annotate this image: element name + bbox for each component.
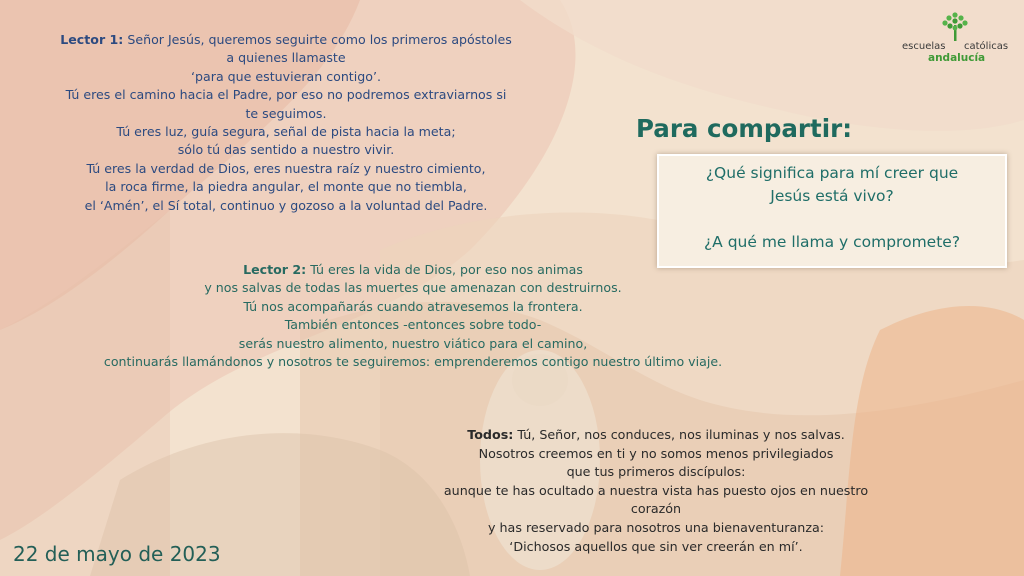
lector2-speaker: Lector 2: bbox=[243, 262, 307, 277]
tree-icon bbox=[940, 11, 970, 41]
logo bbox=[900, 11, 1010, 66]
lector2-line-5: serás nuestro alimento, nuestro viático para el camino, bbox=[238, 335, 588, 351]
lector1-line-4: Tú eres el camino hacia el Padre, por eso no podremos extraviarnos si bbox=[65, 87, 507, 103]
date-label: 22 de mayo de 2023 bbox=[13, 542, 221, 566]
lector1-line-8: Tú eres la verdad de Dios, eres nuestra raíz y nuestro cimiento, bbox=[86, 160, 486, 176]
lector2-line-4: También entonces -entonces sobre todo- bbox=[284, 317, 542, 333]
lector2-line-2: y nos salvas de todas las muertes que amenazan con destruirnos. bbox=[204, 280, 622, 296]
lector1-line-3: ‘para que estuvieran contigo’. bbox=[191, 68, 381, 84]
lector2-line-3: Tú nos acompañarás cuando atravesemos la frontera. bbox=[243, 298, 583, 314]
share-title: Para compartir: bbox=[636, 114, 853, 143]
question-1-line-2: Jesús está vivo? bbox=[770, 187, 894, 205]
logo-brand: andalucía bbox=[928, 52, 986, 64]
lector1-line-1: Lector 1: Señor Jesús, queremos seguirte como los primeros apóstoles bbox=[60, 32, 512, 47]
todos-passage bbox=[418, 426, 894, 556]
logo-text-right: católicas bbox=[964, 41, 1009, 52]
todos-line-2: Nosotros creemos en ti y no somos menos privilegiados bbox=[478, 445, 834, 461]
todos-line-3: que tus primeros discípulos: bbox=[566, 464, 746, 480]
share-questions-box bbox=[657, 154, 1007, 268]
lector1-passage bbox=[18, 31, 554, 215]
lector1-line-9: la roca firme, la piedra angular, el monte que no tiembla, bbox=[105, 179, 467, 195]
lector1-speaker: Lector 1: bbox=[60, 32, 124, 47]
todos-line-7: ‘Dichosos aquellos que sin ver creerán en mí’. bbox=[509, 538, 803, 554]
lector2-line-6: continuarás llamándonos y nosotros te seguiremos: emprenderemos contigo nuestro último viaje. bbox=[103, 354, 723, 370]
todos-line-5: corazón bbox=[630, 501, 682, 517]
lector2-passage bbox=[70, 261, 756, 371]
lector1-line-7: sólo tú das sentido a nuestro vivir. bbox=[177, 142, 395, 158]
lector1-line-6: Tú eres luz, guía segura, señal de pista hacia la meta; bbox=[116, 124, 456, 140]
lector1-line-5: te seguimos. bbox=[245, 105, 327, 121]
logo-text-left: escuelas bbox=[902, 41, 946, 52]
question-1-line-1: ¿Qué significa para mí creer que bbox=[705, 164, 959, 182]
todos-speaker: Todos: bbox=[467, 427, 514, 442]
todos-line-6: y has reservado para nosotros una bienaventuranza: bbox=[487, 519, 825, 535]
lector1-line-2: a quienes llamaste bbox=[226, 50, 346, 66]
todos-line-1: Todos: Tú, Señor, nos conduces, nos iluminas y nos salvas. bbox=[467, 427, 845, 442]
lector1-line-10: el ‘Amén’, el Sí total, continuo y gozoso a la voluntad del Padre. bbox=[84, 197, 488, 213]
todos-line-4: aunque te has ocultado a nuestra vista has puesto ojos en nuestro bbox=[443, 482, 869, 498]
lector2-line-1: Lector 2: Tú eres la vida de Dios, por eso nos animas bbox=[243, 262, 583, 277]
question-2: ¿A qué me llama y compromete? bbox=[703, 233, 961, 251]
